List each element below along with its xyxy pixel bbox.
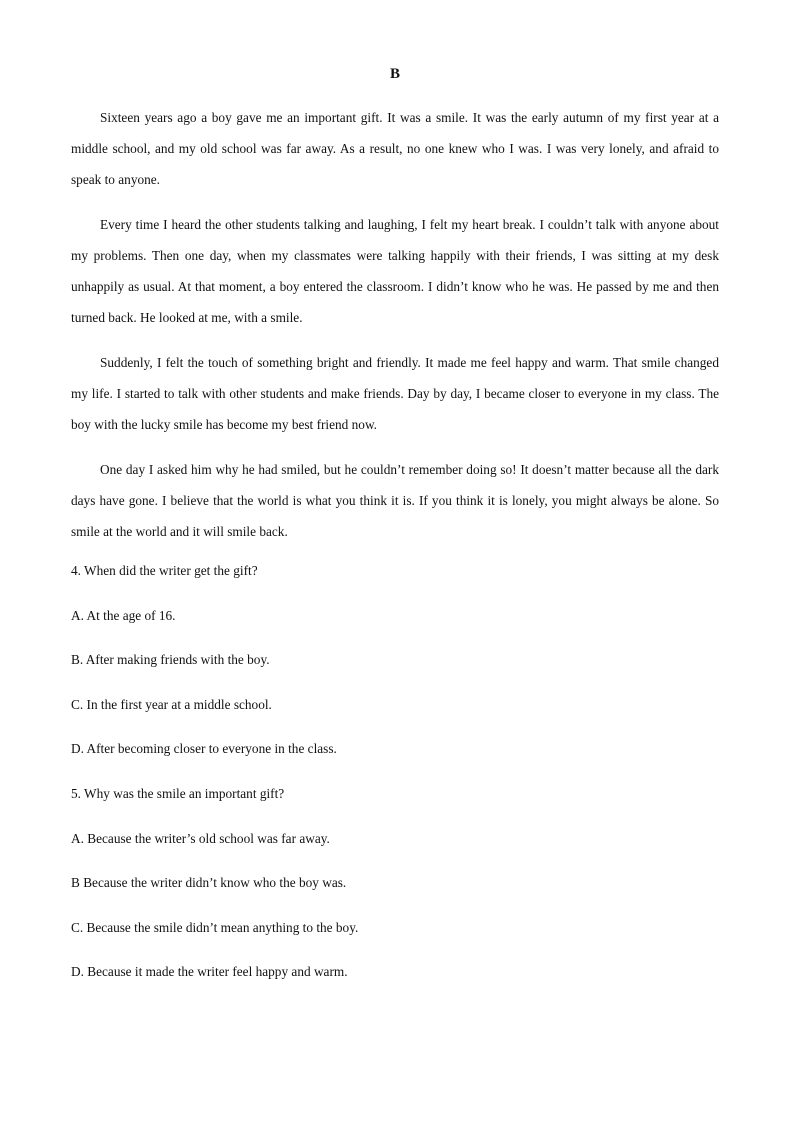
passage-paragraph-4: One day I asked him why he had smiled, but he couldn’t remember doing so! It doesn’t matter because all the dark days have gone. I believe that the world is what you think it is. If you think it is lonely, you might always be alone. So smile at the world and it will smile back.	[71, 462, 719, 539]
document-page	[71, 64, 719, 1007]
passage-paragraph-2: Every time I heard the other students talking and laughing, I felt my heart break. I couldn’t talk with anyone about my problems. Then one day, when my classmates were talking happily with their friends, I was sitting at my desk unhappily as usual. At that moment, a boy entered the classroom. I didn’t know who he was. He passed by me and then turned back. He looked at me, with a smile.	[71, 217, 719, 325]
answer-option-b: B Because the writer didn’t know who the boy was.	[71, 875, 347, 891]
answer-option-d: D. After becoming closer to everyone in the class.	[71, 741, 337, 757]
passage-paragraph-1: Sixteen years ago a boy gave me an important gift. It was a smile. It was the early autumn of my first year at a middle school, and my old school was far away. As a result, no one knew who I was. I was very lonely, and afraid to speak to anyone.	[71, 110, 719, 187]
passage-paragraph-3: Suddenly, I felt the touch of something bright and friendly. It made me feel happy and warm. That smile changed my life. I started to talk with other students and make friends. Day by day, I became closer to everyone in my class. The boy with the lucky smile has become my best friend now.	[71, 355, 719, 432]
question-stem: 4. When did the writer get the gift?	[71, 563, 258, 578]
question-4	[71, 561, 719, 784]
answer-option-b: B. After making friends with the boy.	[71, 652, 270, 668]
question-5	[71, 784, 719, 1007]
section-title: B	[389, 66, 400, 82]
answer-option-c: C. In the first year at a middle school.	[71, 696, 272, 712]
answer-option-a: A. Because the writer’s old school was far away.	[71, 830, 330, 846]
question-stem: 5. Why was the smile an important gift?	[71, 785, 285, 801]
answer-option-c: C. Because the smile didn’t mean anything to the boy.	[71, 919, 359, 935]
reading-passage	[71, 102, 719, 547]
answer-option-d: D. Because it made the writer feel happy and warm.	[71, 964, 348, 980]
answer-option-a: A. At the age of 16.	[71, 607, 176, 623]
